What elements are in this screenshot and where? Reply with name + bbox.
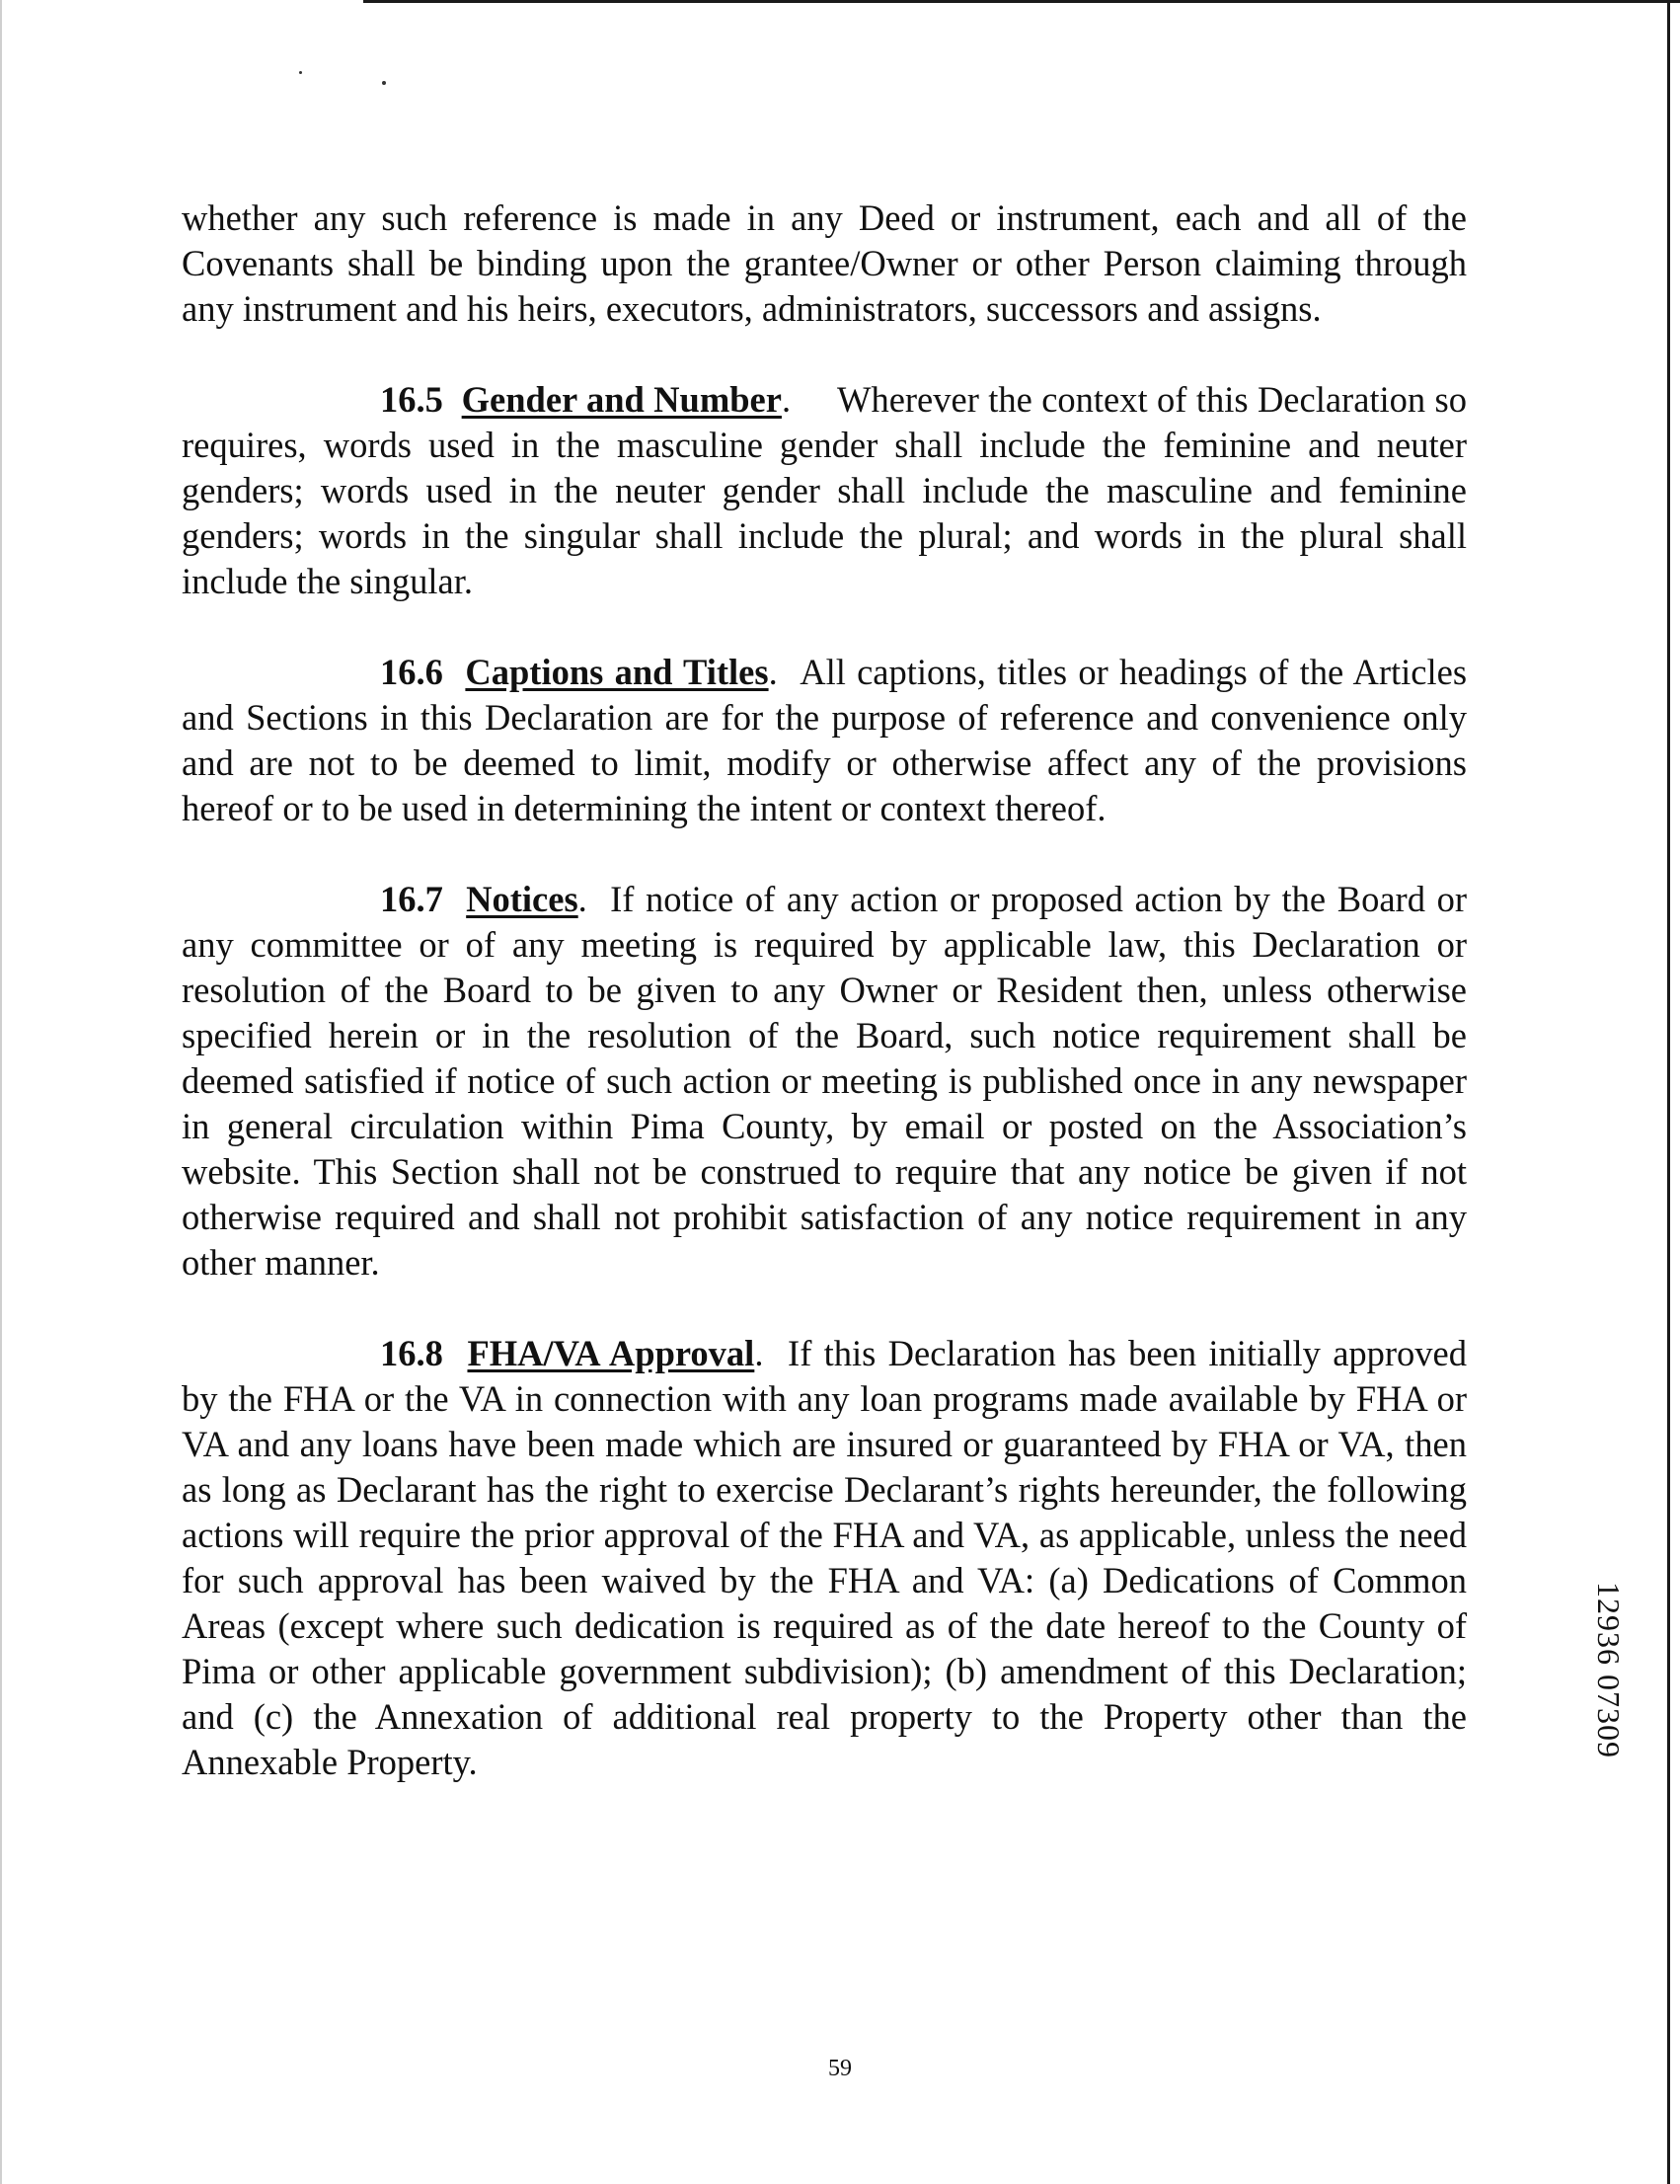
scan-border-right: [1667, 0, 1670, 2184]
section-16-5: 16.5 Gender and Number. Wherever the context of this Declaration so requires, words used in the masculine gender shall include the feminine and neuter genders; words used in the neuter gender shall include the masculine and feminine genders; words in the singular shall include the plural; and words in the plural shall include the singular.: [182, 379, 1468, 601]
section-title: Gender and Number: [461, 379, 782, 420]
scan-border-left: [0, 0, 2, 2184]
section-16-6: 16.6 Captions and Titles. All captions, titles or headings of the Articles and Sections in this Declaration are for the purpose of reference and convenience only and are not to be deemed to limit, modify or otherwise affect any of the provisions hereof or to be used in determining the intent or context thereof.: [182, 652, 1468, 828]
recording-stamp: [1579, 1582, 1639, 1868]
section-title: Notices: [466, 879, 578, 919]
section-number: 16.6: [380, 652, 443, 692]
section-body: Wherever the context of this Declaration so requires, words used in the masculine gender shall include the feminine and neuter genders; words used in the neuter gender shall include the masculine and feminine genders; words in the singular shall include the plural; and words in the plural shall include the singular.: [182, 379, 1468, 601]
section-number: 16.5: [380, 379, 443, 420]
section-title: Captions and Titles: [465, 652, 769, 692]
page-number: 59: [828, 2056, 852, 2081]
section-number: 16.7: [380, 879, 443, 919]
scan-speck: [382, 81, 386, 85]
recording-stamp-text: 12936 07309: [1591, 1582, 1627, 1758]
section-16-7: 16.7 Notices. If notice of any action or proposed action by the Board or any committee or of any meeting is required by applicable law, this Declaration or resolution of the Board to be given to any Owner or Resident then, unless otherwise specified herein or in the resolution of the Board, such notice requirement shall be deemed satisfied if notice of such action or meeting is published once in any newspaper in general circulation within Pima County, by email or posted on the Association’s website. This Section shall not be construed to require that any notice be given if not otherwise required and shall not prohibit satisfaction of any notice requirement in any other manner.: [182, 879, 1467, 1283]
section-body: All captions, titles or headings of the Articles and Sections in this Declaration are for the purpose of reference and convenience only and are not to be deemed to limit, modify or otherwise affect any of the provisions hereof or to be used in determining the intent or context thereof.: [182, 652, 1468, 828]
scan-speck: [299, 71, 302, 74]
section-title: FHA/VA Approval: [467, 1333, 755, 1373]
section-16-8: 16.8 FHA/VA Approval. If this Declaration has been initially approved by the FHA or the VA in connection with any loan programs made available by FHA or VA and any loans have been made which are insured or guaranteed by FHA or VA, then as long as Declarant has the right to exercise Declarant’s rights hereunder, the following actions will require the prior approval of the FHA and VA, as applicable, unless the need for such approval has been waived by the FHA and VA: (a) Dedications of Common Areas (except where such dedication is required as of the date hereof to the County of Pima or other applicable government subdivision); (b) amendment of this Declaration; and (c) the Annexation of additional real property to the Property other than the Annexable Property.: [182, 1333, 1468, 1782]
section-body: If this Declaration has been initially approved by the FHA or the VA in connection with any loan programs made available by FHA or VA and any loans have been made which are insured or guaranteed by FHA or VA, then as long as Declarant has the right to exercise Declarant’s rights hereunder, the following actions will require the prior approval of the FHA and VA, as applicable, unless the need for such approval has been waived by the FHA and VA: (a) Dedications of Common Areas (except where such dedication is required as of the date hereof to the County of Pima or other applicable government subdivision); (b) amendment of this Declaration; and (c) the Annexation of additional real property to the Property other than the Annexable Property.: [182, 1333, 1468, 1782]
document-body: [182, 195, 1467, 1831]
continuation-paragraph: whether any such reference is made in any Deed or instrument, each and all of the Covenants shall be binding upon the grantee/Owner or other Person claiming through any instrument and his heirs, executors, administrators, successors and assigns.: [182, 197, 1467, 329]
scan-border-top: [363, 0, 1680, 3]
section-number: 16.8: [380, 1333, 443, 1373]
section-body: If notice of any action or proposed action by the Board or any committee or of any meeting is required by applicable law, this Declaration or resolution of the Board to be given to any Owner or Resident then, unless otherwise specified herein or in the resolution of the Board, such notice requirement shall be deemed satisfied if notice of such action or meeting is published once in any newspaper in general circulation within Pima County, by email or posted on the Association’s website. This Section shall not be construed to require that any notice be given if not otherwise required and shall not prohibit satisfaction of any notice requirement in any other manner.: [182, 879, 1467, 1283]
